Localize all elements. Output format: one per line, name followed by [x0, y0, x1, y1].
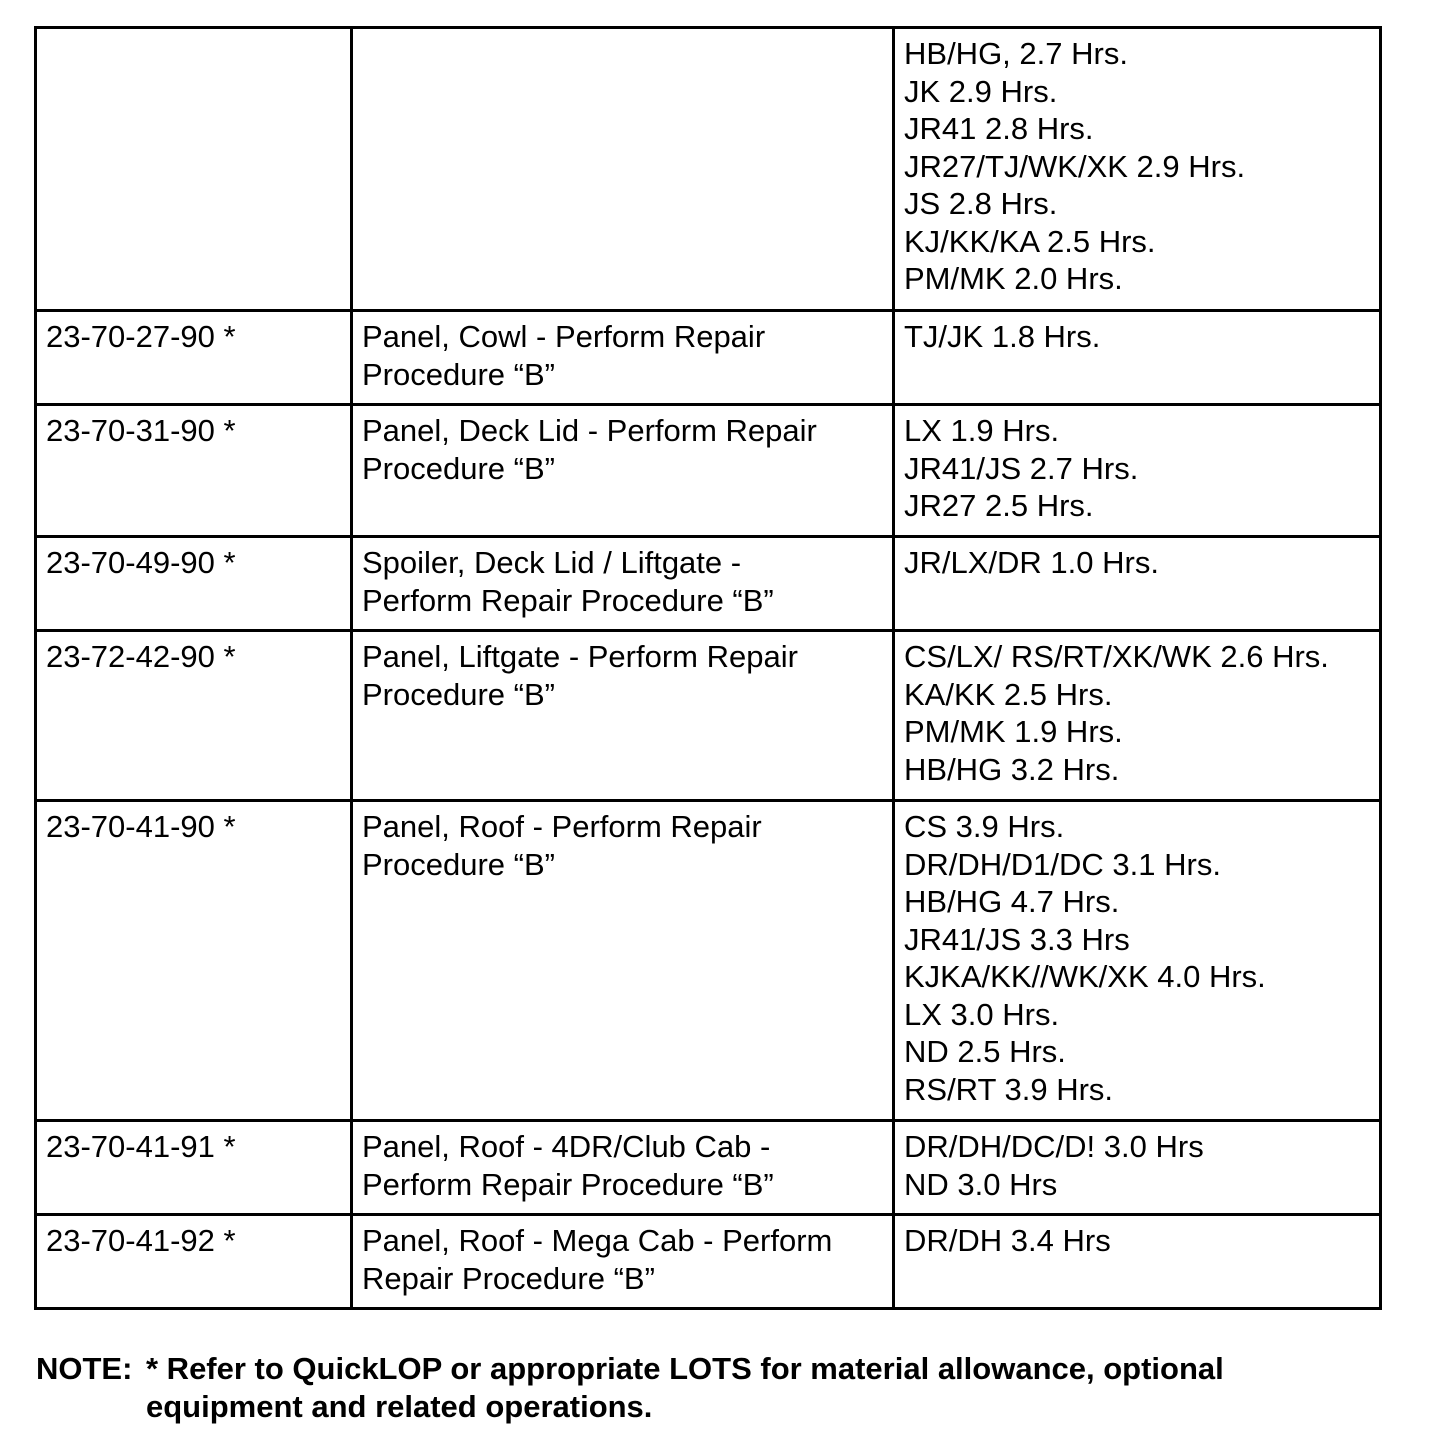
description-line: Perform Repair Procedure “B” — [362, 582, 774, 618]
description-cell — [352, 405, 894, 537]
time-allowance-line: JR27 2.5 Hrs. — [904, 488, 1094, 523]
description-cell — [352, 1215, 894, 1309]
description-cell — [352, 631, 894, 801]
table-row — [36, 631, 1381, 801]
note-label: NOTE: — [36, 1351, 133, 1386]
operation-code-cell: 23-72-42-90 * — [36, 631, 352, 801]
time-allowance-line: LX 3.0 Hrs. — [904, 996, 1060, 1032]
note-line: equipment and related operations. — [146, 1389, 653, 1424]
description-line: Panel, Roof - Mega Cab - Perform — [362, 1223, 833, 1258]
time-allowance-cell — [894, 28, 1381, 311]
time-allowance-line: DR/DH/D1/DC 3.1 Hrs. — [904, 846, 1221, 882]
operation-code-cell: 23-70-49-90 * — [36, 537, 352, 631]
time-allowance-line: PM/MK 1.9 Hrs. — [904, 714, 1123, 749]
time-allowance-line: HB/HG, 2.7 Hrs. — [904, 36, 1128, 71]
time-allowance-line: DR/DH/DC/D! 3.0 Hrs — [904, 1129, 1204, 1164]
time-allowance-line: JK 2.9 Hrs. — [904, 73, 1058, 109]
time-allowance-line: HB/HG 3.2 Hrs. — [904, 751, 1120, 787]
time-allowance-line: HB/HG 4.7 Hrs. — [904, 884, 1120, 919]
time-allowance-cell — [894, 311, 1381, 405]
table-row — [36, 801, 1381, 1121]
time-allowance-line: CS 3.9 Hrs. — [904, 809, 1065, 844]
note-line: * Refer to QuickLOP or appropriate LOTS for material allowance, optional — [146, 1351, 1224, 1386]
time-allowance-line: JS 2.8 Hrs. — [904, 186, 1058, 221]
time-allowance-line: JR/LX/DR 1.0 Hrs. — [904, 545, 1159, 580]
labor-operation-table — [34, 26, 1382, 1310]
time-allowance-line: JR41/JS 2.7 Hrs. — [904, 450, 1139, 486]
description-line: Panel, Liftgate - Perform Repair — [362, 639, 798, 674]
time-allowance-cell — [894, 1121, 1381, 1215]
time-allowance-line: KJKA/KK//WK/XK 4.0 Hrs. — [904, 959, 1266, 994]
time-allowance-line: PM/MK 2.0 Hrs. — [904, 261, 1123, 296]
operation-code-cell: 23-70-41-91 * — [36, 1121, 352, 1215]
time-allowance-line: ND 2.5 Hrs. — [904, 1034, 1066, 1069]
time-allowance-line: CS/LX/ RS/RT/XK/WK 2.6 Hrs. — [904, 639, 1329, 674]
description-cell — [352, 311, 894, 405]
note-text — [146, 1350, 1406, 1426]
description-line: Procedure “B” — [362, 450, 555, 486]
time-allowance-line: DR/DH 3.4 Hrs — [904, 1223, 1111, 1258]
time-allowance-line: KA/KK 2.5 Hrs. — [904, 676, 1113, 712]
time-allowance-line: JR27/TJ/WK/XK 2.9 Hrs. — [904, 148, 1246, 184]
time-allowance-line: ND 3.0 Hrs — [904, 1166, 1058, 1202]
table-row — [36, 537, 1381, 631]
description-cell — [352, 537, 894, 631]
time-allowance-line: RS/RT 3.9 Hrs. — [904, 1071, 1114, 1107]
table-row — [36, 28, 1381, 311]
operation-code-cell: 23-70-27-90 * — [36, 311, 352, 405]
time-allowance-line: KJ/KK/KA 2.5 Hrs. — [904, 223, 1156, 259]
time-allowance-cell — [894, 537, 1381, 631]
table-row — [36, 1215, 1381, 1309]
description-line: Panel, Cowl - Perform Repair — [362, 319, 766, 354]
table-row — [36, 311, 1381, 405]
description-line: Procedure “B” — [362, 846, 555, 882]
description-cell — [352, 1121, 894, 1215]
time-allowance-cell — [894, 1215, 1381, 1309]
description-line: Spoiler, Deck Lid / Liftgate - — [362, 545, 742, 580]
description-line: Procedure “B” — [362, 676, 555, 712]
table-row — [36, 405, 1381, 537]
description-line: Panel, Deck Lid - Perform Repair — [362, 413, 817, 448]
description-cell — [352, 801, 894, 1121]
operation-code-cell: 23-70-41-90 * — [36, 801, 352, 1121]
table-row — [36, 1121, 1381, 1215]
description-line: Repair Procedure “B” — [362, 1260, 655, 1296]
description-line: Procedure “B” — [362, 356, 555, 392]
description-line: Panel, Roof - Perform Repair — [362, 809, 762, 844]
time-allowance-cell — [894, 405, 1381, 537]
time-allowance-line: JR41 2.8 Hrs. — [904, 111, 1094, 146]
time-allowance-line: TJ/JK 1.8 Hrs. — [904, 319, 1101, 354]
description-line: Perform Repair Procedure “B” — [362, 1166, 774, 1202]
time-allowance-cell — [894, 631, 1381, 801]
operation-code-cell — [36, 28, 352, 311]
description-cell — [352, 28, 894, 311]
time-allowance-line: JR41/JS 3.3 Hrs — [904, 921, 1130, 957]
description-line: Panel, Roof - 4DR/Club Cab - — [362, 1129, 771, 1164]
time-allowance-line: LX 1.9 Hrs. — [904, 413, 1060, 448]
operation-code-cell: 23-70-41-92 * — [36, 1215, 352, 1309]
time-allowance-cell — [894, 801, 1381, 1121]
operation-code-cell: 23-70-31-90 * — [36, 405, 352, 537]
